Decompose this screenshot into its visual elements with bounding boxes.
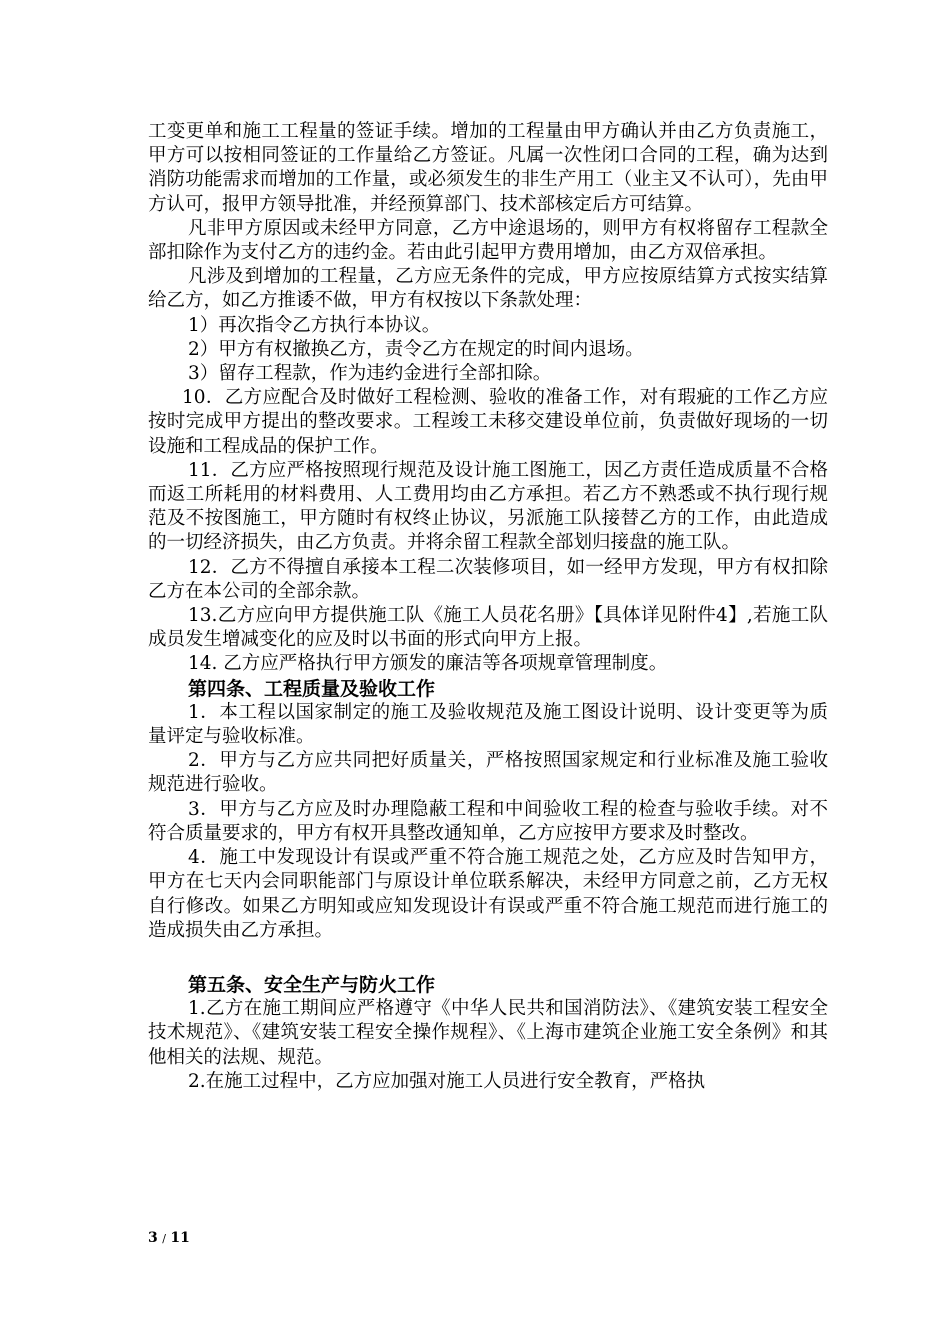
section-5-item: 2.在施工过程中，乙方应加强对施工人员进行安全教育，严格执	[188, 1070, 706, 1092]
page-number	[148, 1230, 190, 1246]
paragraph: 凡涉及到增加的工程量，乙方应无条件的完成，甲方应按原结算方式按实结算给乙方，如乙方推诿不做，甲方有权按以下条款处理：	[148, 266, 828, 312]
clause-11: 11．乙方应严格按照现行规范及设计施工图施工，因乙方责任造成质量不合格而返工所耗用的材料费用、人工费用均由乙方承担。若乙方不熟悉或不执行现行规范及不按图施工，甲方随时有权终止协议，另派施工队接替乙方的工作，由此造成的一切经济损失，由乙方负责。并将余留工程款全部划归接盘的施工队。	[148, 459, 828, 554]
document-body	[148, 120, 828, 1094]
section-4-item: 1．本工程以国家制定的施工及验收规范及施工图设计说明、设计变更等为质量评定与验收标准。	[148, 701, 828, 748]
list-item: 3）留存工程款，作为违约金进行全部扣除。	[188, 363, 552, 385]
clause-10: 10．乙方应配合及时做好工程检测、验收的准备工作，对有瑕疵的工作乙方应按时完成甲方提出的整改要求。工程竣工未移交建设单位前，负责做好现场的一切设施和工程成品的保护工作。	[148, 387, 828, 457]
paragraph: 工变更单和施工工程量的签证手续。增加的工程量由甲方确认并由乙方负责施工，甲方可以按相同签证的工作量给乙方签证。凡属一次性闭口合同的工程，确为达到消防功能需求而增加的工作量，或必须发生的非生产用工（业主又不认可），先由甲方认可，报甲方领导批准，并经预算部门、技术部核定后方可结算。	[148, 121, 828, 215]
total-pages: 11	[170, 1230, 190, 1246]
page-separator: /	[162, 1232, 166, 1245]
clause-12: 12．乙方不得擅自承接本工程二次装修项目，如一经甲方发现，甲方有权扣除乙方在本公司的全部余款。	[148, 556, 828, 602]
section-4-item: 2．甲方与乙方应共同把好质量关，严格按照国家规定和行业标准及施工验收规范进行验收。	[148, 750, 828, 796]
section-5-heading: 第五条、安全生产与防火工作	[188, 973, 436, 996]
section-4-item: 3．甲方与乙方应及时办理隐蔽工程和中间验收工程的检查与验收手续。对不符合质量要求的，甲方有权开具整改通知单，乙方应按甲方要求及时整改。	[148, 798, 828, 844]
current-page: 3	[148, 1230, 158, 1246]
clause-13: 13.乙方应向甲方提供施工队《施工人员花名册》【具体详见附件4】,若施工队成员发生增减变化的应及时以书面的形式向甲方上报。	[148, 605, 828, 651]
section-5-item: 1.乙方在施工期间应严格遵守《中华人民共和国消防法》、《建筑安装工程安全技术规范》、《建筑安装工程安全操作规程》、《上海市建筑企业施工安全条例》和其他相关的法规、规范。	[148, 998, 828, 1068]
section-spacer	[148, 943, 828, 973]
paragraph: 凡非甲方原因或未经甲方同意，乙方中途退场的，则甲方有权将留存工程款全部扣除作为支付乙方的违约金。若由此引起甲方费用增加，由乙方双倍承担。	[148, 217, 828, 264]
list-item: 1）再次指令乙方执行本协议。	[188, 314, 441, 336]
section-4-heading: 第四条、工程质量及验收工作	[188, 677, 436, 700]
list-item: 2）甲方有权撤换乙方，责令乙方在规定的时间内退场。	[188, 338, 644, 360]
section-4-item: 4．施工中发现设计有误或严重不符合施工规范之处，乙方应及时告知甲方，甲方在七天内会同职能部门与原设计单位联系解决，未经甲方同意之前，乙方无权自行修改。如果乙方明知或应知发现设计有误或严重不符合施工规范而进行施工的造成损失由乙方承担。	[148, 847, 828, 941]
clause-14: 14. 乙方应严格执行甲方颁发的廉洁等各项规章管理制度。	[188, 653, 668, 675]
